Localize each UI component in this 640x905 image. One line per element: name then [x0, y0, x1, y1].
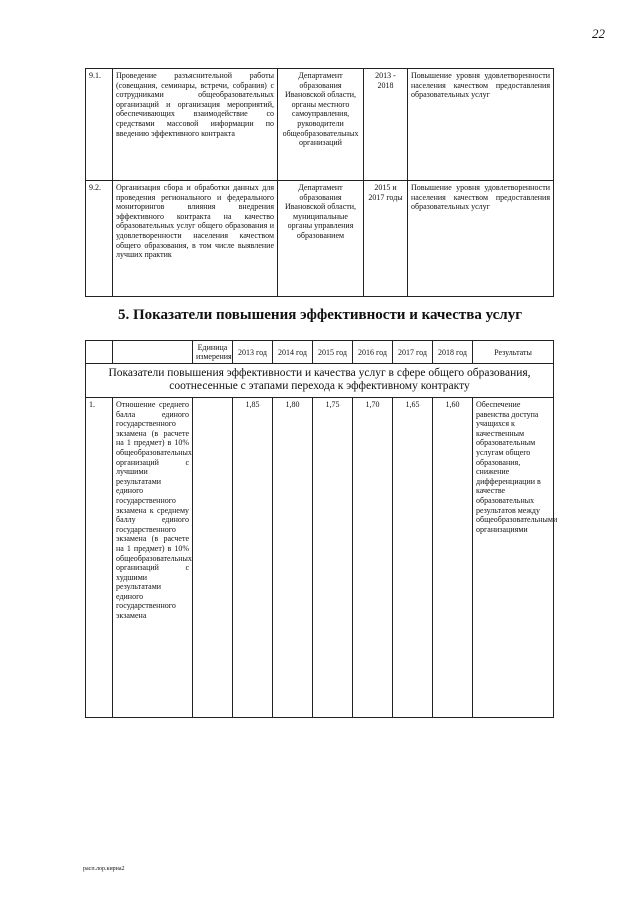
table-row [86, 181, 554, 297]
header-row [86, 341, 554, 364]
span-title: Показатели повышения эффективности и качества услуг в сфере общего образования, соотнесенные с этапами перехода к эффективному контракту [86, 364, 554, 398]
header-2014: 2014 год [273, 341, 313, 364]
table-row [86, 398, 554, 718]
result-cell: Повышение уровня удовлетворенности населения качеством предоставления образовательных услуг [408, 69, 554, 181]
term-cell: 2013 - 2018 [364, 69, 408, 181]
indicator-cell: Отношение среднего балла единого государственного экзамена (в расчете на 1 предмет) в 10% общеобразовательных организаций с лучшими результатами единого государственного экзамена к среднему баллу единого государственного экзамена (в расчете на 1 предмет) в 10% общеобразовательных организаций с худшими результатами единого государственного экзамена [113, 398, 193, 718]
page-number: 22 [592, 26, 605, 41]
result-cell: Повышение уровня удовлетворенности населения качеством предоставления образовательных услуг [408, 181, 554, 297]
action-cell: Организация сбора и обработки данных для проведения регионального и федерального мониторингов влияния внедрения эффективного контракта на качество образовательных услуг общего образования и удовлетворенности населения качеством общего образования, в том числе выявление лучших практик [113, 181, 278, 297]
unit-cell [193, 398, 233, 718]
header-2017: 2017 год [393, 341, 433, 364]
header-2013: 2013 год [233, 341, 273, 364]
executor-cell: Департамент образования Ивановской области, органы местного самоуправления, руководители общеобразовательных организаций [278, 69, 364, 181]
span-title-row [86, 364, 554, 398]
activities-table [85, 68, 554, 297]
header-unit: Единица измерения [193, 341, 233, 364]
header-num [86, 341, 113, 364]
result-cell: Обеспечение равенства доступа учащихся к качественным образовательным услугам общего образования, снижение дифференциации в качестве образовательных результатов между общеобразовательными организациями [473, 398, 554, 718]
indicators-table [85, 340, 558, 718]
value-2018: 1,60 [433, 398, 473, 718]
header-2016: 2016 год [353, 341, 393, 364]
value-2016: 1,70 [353, 398, 393, 718]
value-2015: 1,75 [313, 398, 353, 718]
value-2014: 1,80 [273, 398, 313, 718]
header-results: Результаты [473, 341, 554, 364]
term-cell: 2015 и 2017 годы [364, 181, 408, 297]
header-indicator [113, 341, 193, 364]
row-number: 1. [86, 398, 113, 718]
value-2017: 1,65 [393, 398, 433, 718]
footer-text: расп.лор.кирна2 [83, 866, 125, 872]
executor-cell: Департамент образования Ивановской области, муниципальные органы управления образованием [278, 181, 364, 297]
row-number: 9.2. [86, 181, 113, 297]
row-number: 9.1. [86, 69, 113, 181]
value-2013: 1,85 [233, 398, 273, 718]
action-cell: Проведение разъяснительной работы (совещания, семинары, встречи, собрания) с сотрудниками общеобразовательных организаций и организация мероприятий, обеспечивающих взаимодействие со средствами массовой информации по введению эффективного контракта [113, 69, 278, 181]
header-2018: 2018 год [433, 341, 473, 364]
section-title: 5. Показатели повышения эффективности и качества услуг [117, 307, 523, 323]
header-2015: 2015 год [313, 341, 353, 364]
table-row [86, 69, 554, 181]
